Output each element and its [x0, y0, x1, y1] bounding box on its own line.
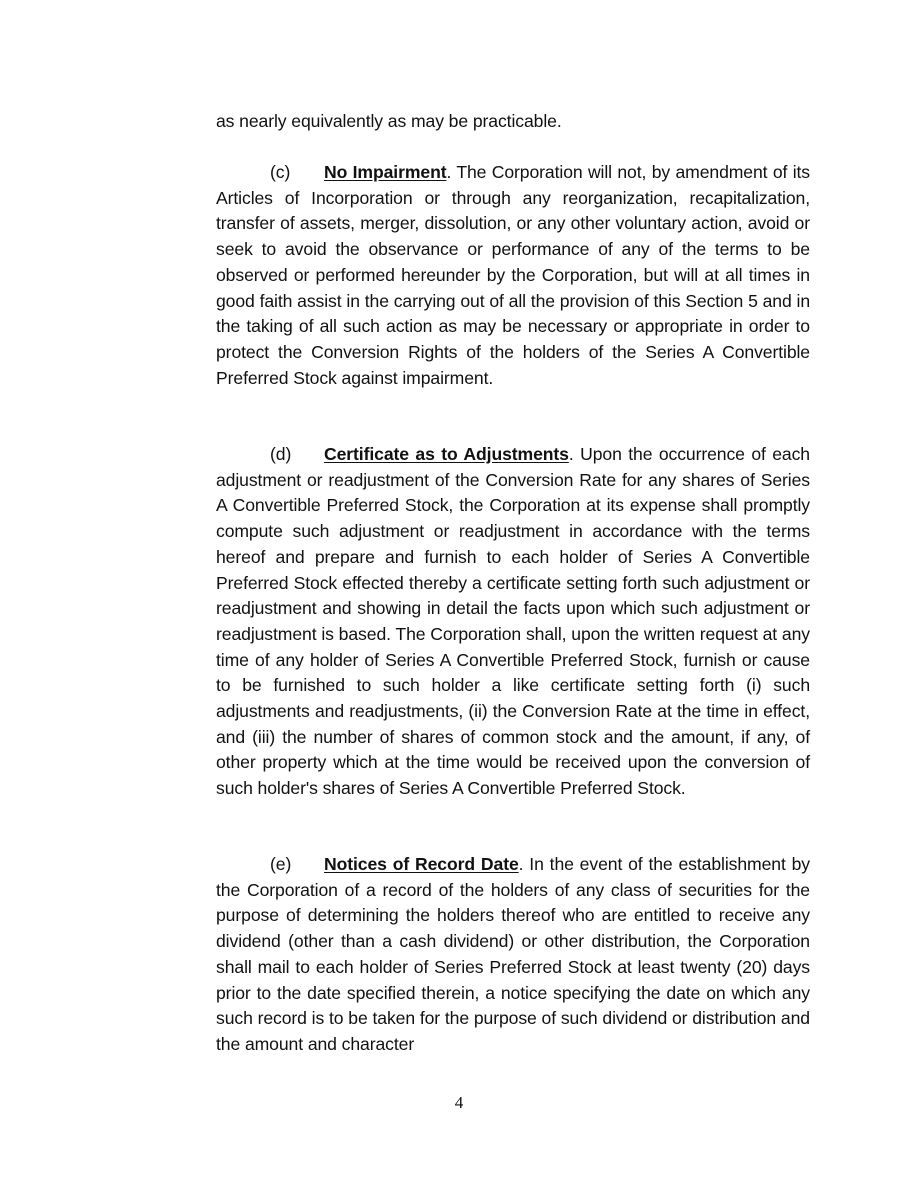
paragraph-body: . Upon the occurrence of each adjustment or readjustment of the Conversion Rate for any shares of Series A Convertible Preferred Stock, the Corporation at its expense shall promptly compute such adjustment or readjustment in accordance with the terms hereof and prepare and furnish to each holder of Series A Convertible Preferred Stock effected thereby a certificate setting forth such adjustment or readjustment and showing in detail the facts upon which such adjustment or readjustment is based. The Corporation shall, upon the written request at any time of any holder of Series A Convertible Preferred Stock, furnish or cause to be furnished to such holder a like certificate setting forth (i) such adjustments and readjustments, (ii) the Conversion Rate at the time in effect, and (iii) the number of shares of common stock and the amount, if any, of other property which at the time would be received upon the conversion of such holder's shares of Series A Convertible Preferred Stock. [216, 444, 810, 799]
paragraph-heading: No Impairment [324, 162, 447, 182]
paragraph-c-no-impairment [216, 160, 810, 391]
paragraph-e-notices-of-record-date [216, 852, 810, 1058]
paragraph-heading: Notices of Record Date [324, 854, 519, 874]
paragraph-body: . In the event of the establishment by the Corporation of a record of the holders of any class of securities for the purpose of determining the holders thereof who are entitled to receive any dividend (other than a cash dividend) or other distribution, the Corporation shall mail to each holder of Series Preferred Stock at least twenty (20) days prior to the date specified therein, a notice specifying the date on which any such record is to be taken for the purpose of such dividend or distribution and the amount and character [216, 854, 810, 1054]
page-number: 4 [454, 1093, 464, 1112]
continuation-sentence: as nearly equivalently as may be practicable. [216, 111, 562, 131]
paragraph-heading: Certificate as to Adjustments [324, 444, 569, 464]
paragraph-label: (d) [270, 444, 292, 464]
paragraph-body: . The Corporation will not, by amendment of its Articles of Incorporation or through any reorganization, recapitalization, transfer of assets, merger, dissolution, or any other voluntary action, avoid or seek to avoid the observance or performance of any of the terms to be observed or performed hereunder by the Corporation, but will at all times in good faith assist in the carrying out of all the provision of this Section 5 and in the taking of all such action as may be necessary or appropriate in order to protect the Conversion Rights of the holders of the Series A Convertible Preferred Stock against impairment. [216, 162, 811, 388]
paragraph-label: (c) [270, 162, 291, 182]
continuation-text [216, 109, 810, 135]
paragraph-label: (e) [270, 854, 292, 874]
paragraph-d-certificate-as-to-adjustments [216, 442, 810, 802]
